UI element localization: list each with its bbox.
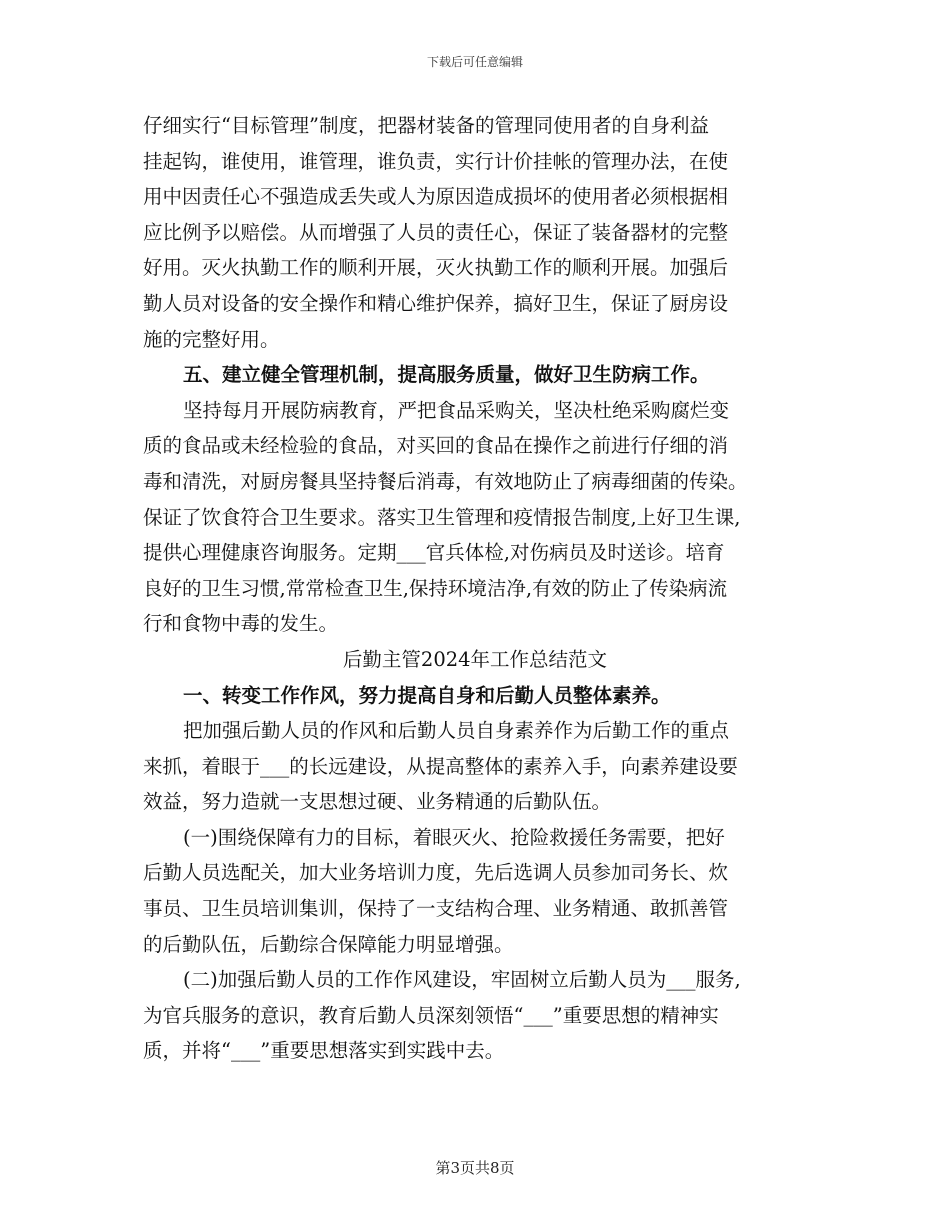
text-line: (二)加强后勤人员的工作作风建设，牢固树立后勤人员为___服务, xyxy=(183,968,741,992)
text-line: 事员、卫生员培训集训，保持了一支结构合理、业务精通、敢抓善管 xyxy=(143,897,729,921)
document-title: 后勤主管2024年工作总结范文 xyxy=(342,647,608,671)
text-line: 质，并将“___”重要思想落实到实践中去。 xyxy=(143,1039,505,1063)
text-line: 质的食品或未经检验的食品，对买回的食品在操作之前进行仔细的消 xyxy=(143,434,729,458)
text-line: 好用。灭火执勤工作的顺利开展，灭火执勤工作的顺利开展。加强后 xyxy=(143,256,729,280)
text-line: 效益，努力造就一支思想过硬、业务精通的后勤队伍。 xyxy=(143,790,612,814)
text-line: 毒和清洗，对厨房餐具坚持餐后消毒，有效地防止了病毒细菌的传染。 xyxy=(143,469,748,493)
text-line: 应比例予以赔偿。从而增强了人员的责任心，保证了装备器材的完整 xyxy=(143,220,729,244)
section-heading: 一、转变工作作风，努力提高自身和后勤人员整体素养。 xyxy=(183,683,671,707)
text-line: 施的完整好用。 xyxy=(143,327,280,351)
text-line: 后勤人员选配关，加大业务培训力度，先后选调人员参加司务长、炊 xyxy=(143,861,729,885)
text-line: 提供心理健康咨询服务。定期___官兵体检,对伤病员及时送诊。培育 xyxy=(143,541,725,565)
text-line: 良好的卫生习惯,常常检查卫生,保持环境洁净,有效的防止了传染病流 xyxy=(143,576,728,600)
text-line: 行和食物中毒的发生。 xyxy=(143,612,339,636)
page-footer: 第3页共8页 xyxy=(435,1159,515,1177)
document-body xyxy=(143,108,807,1069)
page-header: 下载后可任意编辑 xyxy=(426,55,523,69)
section-heading: 五、建立健全管理机制，提高服务质量，做好卫生防病工作。 xyxy=(183,363,710,387)
text-line: 保证了饮食符合卫生要求。落实卫生管理和疫情报告制度,上好卫生课, xyxy=(143,505,741,529)
text-line: 的后勤队伍，后勤综合保障能力明显增强。 xyxy=(143,932,514,956)
text-line: 把加强后勤人员的作风和后勤人员自身素养作为后勤工作的重点 xyxy=(183,719,730,743)
text-line: (一)围绕保障有力的目标，着眼灭火、抢险救援任务需要，把好 xyxy=(183,825,725,849)
text-line: 来抓，着眼于___的长远建设，从提高整体的素养入手，向素养建设要 xyxy=(143,754,738,778)
text-line: 用中因责任心不强造成丢失或人为原因造成损坏的使用者必须根据相 xyxy=(143,185,729,209)
text-line: 坚持每月开展防病教育，严把食品采购关，坚决杜绝采购腐烂变 xyxy=(183,398,730,422)
text-line: 挂起钩，谁使用，谁管理，谁负责，实行计价挂帐的管理办法，在使 xyxy=(143,149,729,173)
text-line: 为官兵服务的意识，教育后勤人员深刻领悟“___”重要思想的精神实 xyxy=(143,1003,719,1027)
text-line: 仔细实行“目标管理”制度，把器材装备的管理同使用者的自身利益 xyxy=(143,114,709,137)
text-line: 勤人员对设备的安全操作和精心维护保养，搞好卫生，保证了厨房设 xyxy=(143,291,729,315)
